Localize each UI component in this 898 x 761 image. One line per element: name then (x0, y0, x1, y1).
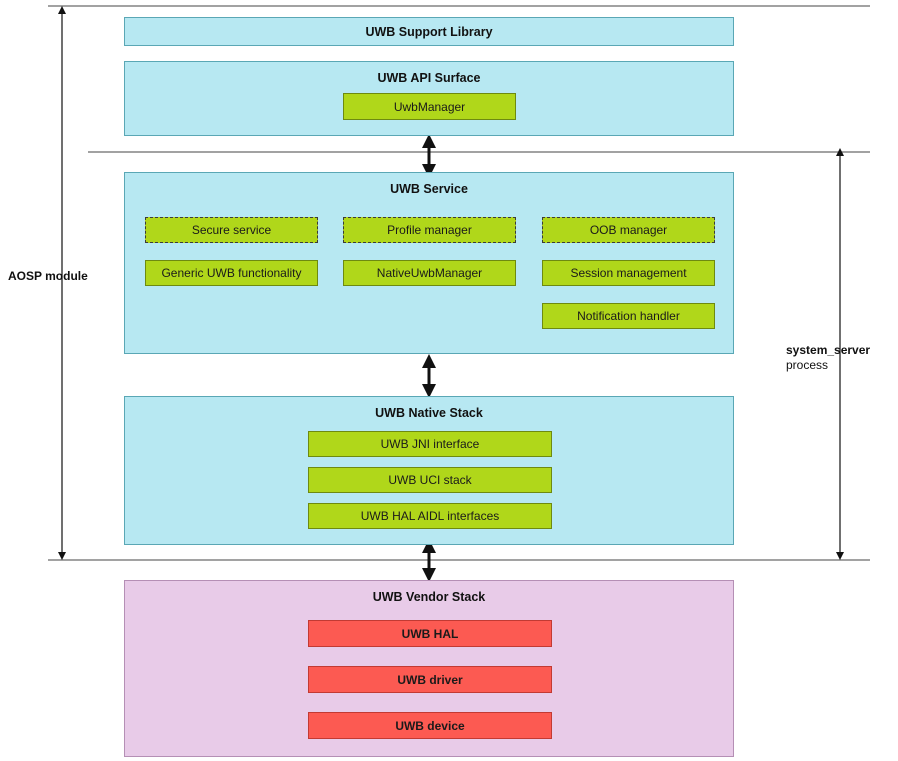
box-uwb-manager-label: UwbManager (393, 99, 466, 114)
box-generic-uwb-functionality-label: Generic UWB functionality (161, 266, 302, 280)
box-profile-manager-label: Profile manager (387, 223, 472, 237)
layer-vendor-stack-title: UWB Vendor Stack (372, 590, 486, 604)
box-secure-service-label: Secure service (191, 223, 272, 237)
box-native-uwb-manager-label: NativeUwbManager (376, 266, 483, 280)
layer-api-surface-title: UWB API Surface (377, 71, 481, 85)
box-uwb-hal-aidl-interfaces-label: UWB HAL AIDL interfaces (360, 509, 500, 523)
box-uwb-uci-stack-label: UWB UCI stack (388, 473, 472, 487)
label-aosp-module-text: AOSP module (8, 269, 88, 283)
box-uwb-device-label: UWB device (395, 718, 465, 733)
layer-uwb-service[interactable] (124, 172, 734, 354)
box-uwb-uci-stack[interactable] (308, 467, 552, 493)
layer-support-library-title: UWB Support Library (365, 25, 493, 39)
box-session-management[interactable] (542, 260, 715, 286)
box-generic-uwb-functionality[interactable] (145, 260, 318, 286)
label-aosp-module (8, 269, 118, 284)
layer-vendor-stack[interactable] (124, 580, 734, 757)
box-native-uwb-manager[interactable] (343, 260, 516, 286)
box-uwb-jni-interface[interactable] (308, 431, 552, 457)
box-oob-manager[interactable] (542, 217, 715, 243)
label-system-server (786, 343, 898, 373)
box-uwb-device[interactable] (308, 712, 552, 739)
box-uwb-hal-aidl-interfaces[interactable] (308, 503, 552, 529)
layer-support-library[interactable] (124, 17, 734, 46)
box-notification-handler[interactable] (542, 303, 715, 329)
box-session-management-label: Session management (570, 266, 687, 280)
box-uwb-hal-label: UWB HAL (401, 626, 459, 641)
label-system-server-sub: process (786, 358, 829, 372)
box-secure-service[interactable] (145, 217, 318, 243)
box-uwb-driver[interactable] (308, 666, 552, 693)
box-notification-handler-label: Notification handler (577, 309, 680, 323)
layer-uwb-service-title: UWB Service (390, 182, 468, 196)
layer-native-stack[interactable] (124, 396, 734, 545)
label-system-server-main: system_server (786, 343, 871, 357)
box-oob-manager-label: OOB manager (589, 223, 668, 237)
box-uwb-manager[interactable] (343, 93, 516, 120)
box-uwb-jni-interface-label: UWB JNI interface (380, 437, 480, 451)
box-uwb-driver-label: UWB driver (397, 672, 463, 687)
box-profile-manager[interactable] (343, 217, 516, 243)
layer-api-surface[interactable] (124, 61, 734, 136)
layer-native-stack-title: UWB Native Stack (375, 406, 483, 420)
box-uwb-hal[interactable] (308, 620, 552, 647)
